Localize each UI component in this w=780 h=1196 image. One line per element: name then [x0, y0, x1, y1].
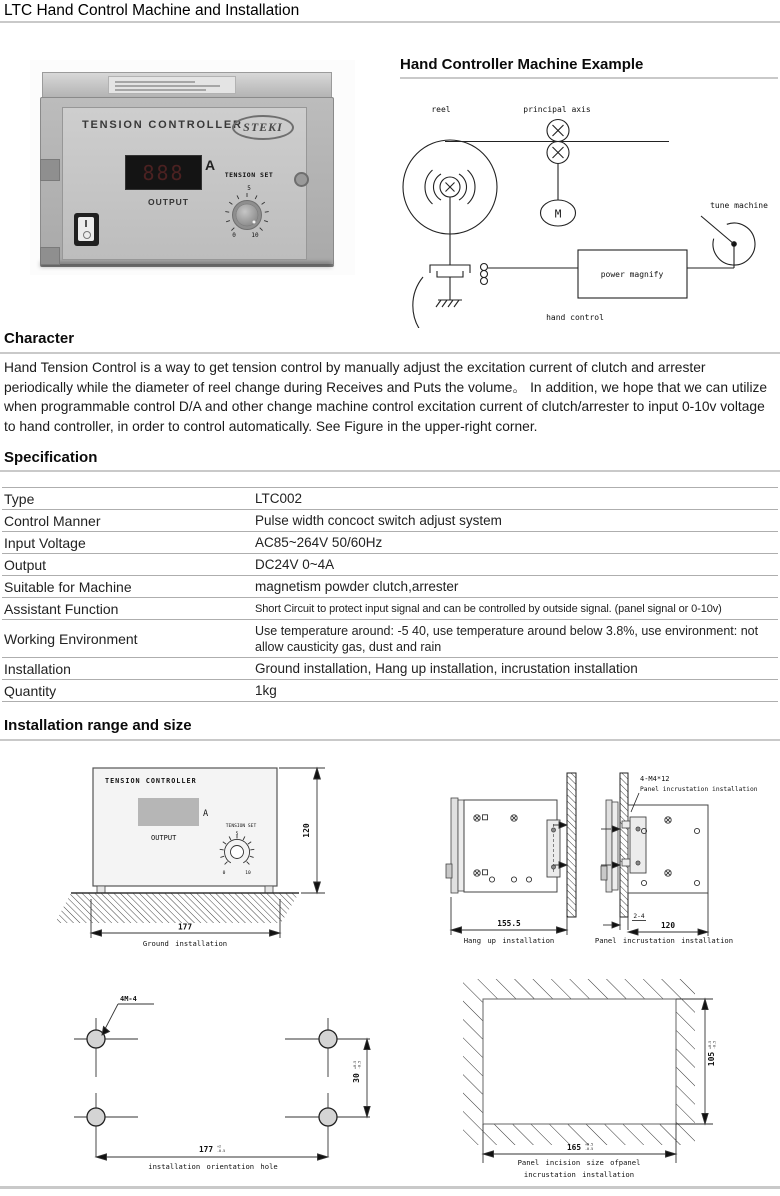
scale-5: 5 [247, 185, 251, 192]
product-photo [30, 60, 355, 275]
drawing-tension-set-label: TENSION SET [225, 824, 257, 829]
gap-dim-value: 2-4 [633, 913, 645, 920]
ground-caption: Ground installation [142, 939, 228, 948]
hang-up-installation-drawing [446, 773, 576, 945]
screw-note-label: Panel incrustation installation [640, 786, 758, 793]
hang-up-caption: Hang up installation [463, 936, 555, 945]
reel-label: reel [431, 105, 451, 114]
drawing-display [138, 798, 199, 826]
spec-row-quantity: Quantity 1kg [2, 679, 778, 702]
principal-axis-label: principal axis [523, 105, 591, 114]
motor-label: M [554, 207, 562, 221]
incision-caption-line2: incrustation installation [523, 1170, 635, 1179]
specification-divider [0, 470, 780, 472]
svg-text:-0.5: -0.5 [357, 1060, 362, 1069]
power-magnify-label: power magnify [600, 270, 664, 279]
mounting-holes [87, 1030, 337, 1126]
spec-row-input-voltage: Input Voltage AC85~264V 50/60Hz [2, 531, 778, 553]
panel-incrustation-drawing [595, 773, 758, 945]
example-divider [400, 77, 778, 79]
height-dimension [364, 1039, 370, 1117]
specification-table [2, 487, 778, 702]
spec-row-working-environment: Working Environment Use temperature around: -5 40, use temperature around below 3.8%, use environment: not allow causticity gas, dust and rain [2, 619, 778, 657]
scale-0: 0 [232, 232, 236, 239]
hand-control-label: hand control [546, 313, 604, 322]
drawing-output-label: OUTPUT [151, 834, 177, 842]
device-foot [265, 886, 273, 893]
led-display: 888 [125, 155, 202, 190]
ground-hatch [55, 893, 299, 923]
coil-symbol [481, 264, 488, 285]
width-tol-bottom: -0.5 [217, 1149, 226, 1153]
screw-callout [102, 1004, 154, 1035]
power-switch[interactable] [74, 213, 99, 246]
character-divider [0, 352, 780, 354]
panel-incision-drawing [455, 975, 780, 1190]
svg-text:105: 105 [707, 1051, 716, 1067]
spec-row-assistant-function: Assistant Function Short Circuit to protect input signal and can be controlled by outside signal. (panel signal or 0-10v) [2, 597, 778, 619]
clutch-symbol [413, 265, 470, 328]
machine-example-diagram [395, 86, 780, 328]
spec-row-type: Type LTC002 [2, 487, 778, 509]
brand-logo: STEKI [232, 115, 294, 140]
knob-pointer [253, 221, 256, 224]
depth-dimension [451, 897, 567, 935]
drawing-amp-label: A [203, 809, 209, 819]
spec-row-installation: Installation Ground installation, Hang up installation, incrustation installation [2, 657, 778, 679]
character-heading: Character [4, 330, 75, 347]
switch-on-mark [85, 220, 87, 227]
sticker-text-line [115, 89, 206, 91]
tune-machine-label: tune machine [710, 201, 768, 210]
hinge-tab [40, 159, 60, 181]
panel-section [620, 773, 628, 917]
rocker[interactable] [78, 217, 94, 241]
title-divider [0, 21, 780, 23]
width-tol-bottom: -0.5 [585, 1147, 594, 1151]
hole-screw-label: 4M-4 [120, 995, 137, 1003]
side-knob [601, 866, 607, 880]
example-heading: Hand Controller Machine Example [400, 56, 644, 73]
ampere-unit-label: A [205, 157, 216, 173]
drawing-scale-5: 5 [235, 832, 239, 837]
incision-caption-line1: Panel incision size ofpanel [517, 1158, 641, 1167]
width-dim-value: 165 [566, 1143, 582, 1152]
tension-set-knob[interactable] [210, 163, 285, 241]
device-panel-title: TENSION CONTROLLER [82, 119, 243, 131]
device-foot [97, 886, 105, 893]
screw-spec-label: 4-M4*12 [640, 775, 670, 783]
installation-divider [0, 739, 780, 741]
drawing-scale-0: 0 [222, 871, 226, 876]
device-label-sticker [108, 76, 236, 94]
character-body: Hand Tension Control is a way to get tension control by manually adjust the excitation current of clutch and arrester periodically while the diameter of reel change during Receives and Puts the volume。 In addition, we hope that we can utilize when programmable control D/A and other change machine control excitation current of clutch/arrester to input 0-10v voltage to hand controller, in order to control automatically. See Figure in the upper-right corner. [4, 360, 768, 434]
depth-dim-value: 155.5 [497, 919, 521, 928]
width-dim-value: 177 [198, 1145, 214, 1154]
spec-row-output: Output DC24V 0~4A [2, 553, 778, 575]
output-label: OUTPUT [148, 197, 189, 207]
switch-off-mark [83, 231, 91, 239]
incision-cutout [483, 999, 676, 1124]
sticker-text-line [115, 81, 195, 83]
svg-text:+0.5: +0.5 [708, 1040, 712, 1049]
width-tol-top: +0.5 [585, 1142, 594, 1147]
width-tol-top: +2 [217, 1144, 222, 1149]
width-dimension [96, 1154, 328, 1160]
height-dim-value: 120 [302, 823, 311, 838]
panel-mount-caption: Panel incrustation installation [594, 936, 734, 945]
orientation-hole-drawing [60, 985, 400, 1180]
device-shadow [40, 262, 332, 267]
height-dim-label [352, 1061, 362, 1083]
sticker-text-line [115, 85, 220, 87]
device-side-outline [464, 800, 557, 892]
height-dim-label [707, 1041, 717, 1066]
drawing-scale-10: 10 [245, 871, 251, 876]
mounting-drawings [435, 752, 780, 957]
panel-screw [294, 172, 309, 187]
installation-heading: Installation range and size [4, 717, 192, 734]
spec-row-control-manner: Control Manner Pulse width concoct switch adjust system [2, 509, 778, 531]
scale-10: 10 [251, 232, 259, 239]
side-knob [446, 864, 452, 878]
hinge-tab [40, 247, 60, 265]
width-dim-value: 120 [660, 921, 676, 930]
svg-text:-0.5: -0.5 [712, 1040, 717, 1049]
specification-heading: Specification [4, 449, 98, 466]
drawing-panel-title: TENSION CONTROLLER [105, 777, 197, 785]
spec-row-suitable-machine: Suitable for Machine magnetism powder clutch,arrester [2, 575, 778, 597]
ground-installation-drawing [55, 752, 340, 957]
page-footer-divider [0, 1186, 780, 1189]
wall-section [567, 773, 576, 917]
tune-machine-symbol [701, 216, 755, 268]
holes-caption: installation orientation hole [148, 1162, 278, 1171]
tension-set-label: TENSION SET [224, 171, 274, 179]
svg-text:+0.5: +0.5 [353, 1060, 357, 1069]
width-dim-value: 177 [177, 922, 193, 932]
svg-text:30: 30 [352, 1073, 361, 1083]
page-title: LTC Hand Control Machine and Installation [4, 2, 300, 19]
